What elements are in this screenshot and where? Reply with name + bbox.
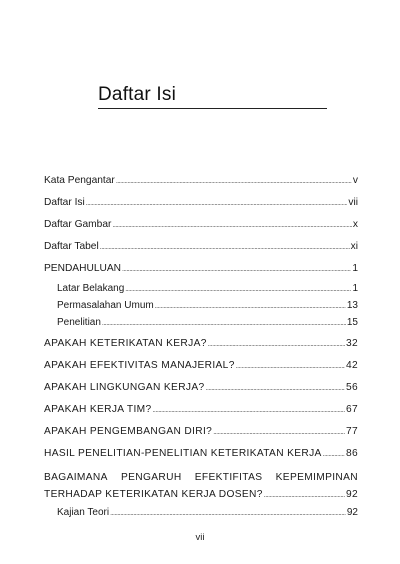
toc-entry-label: Latar Belakang	[57, 283, 125, 294]
page-number: vii	[195, 532, 205, 543]
toc-entry-label: Daftar Isi	[44, 197, 85, 208]
toc-entry-lingkungan-kerja[interactable]	[44, 377, 358, 399]
dot-leader	[208, 334, 345, 356]
toc-entry-keterikatan-kerja[interactable]	[44, 333, 358, 355]
toc-entry-label: HASIL PENELITIAN-PENELITIAN KETERIKATAN KERJA	[44, 448, 322, 459]
toc-entry-page: x	[352, 219, 358, 230]
title-underline	[98, 108, 327, 109]
toc-entry-page: 13	[346, 300, 358, 311]
toc-entry-label-word: BAGAIMANA	[44, 472, 108, 483]
toc-entry-label-line1	[44, 469, 358, 486]
toc-entry-label-word: EFEKTIFITAS	[194, 472, 263, 483]
toc-subentry-kajian-teori[interactable]	[44, 504, 358, 521]
toc-entry-label: Daftar Gambar	[44, 219, 112, 230]
toc-entry-pengaruh-kepemimpinan[interactable]	[44, 469, 358, 504]
dot-leader	[206, 378, 345, 400]
toc-entry-page: 1	[352, 263, 358, 274]
page-title: Daftar Isi	[98, 84, 177, 105]
dot-leader	[264, 487, 345, 504]
toc-entry-hasil-penelitian[interactable]	[44, 443, 358, 465]
toc-entry-label-word: PENGARUH	[120, 472, 182, 483]
toc-entry-pendahuluan[interactable]	[44, 258, 358, 280]
dot-leader	[122, 259, 351, 281]
toc-entry-page: 42	[345, 360, 358, 371]
toc-entry-page: v	[352, 175, 358, 186]
dot-leader	[155, 298, 346, 315]
toc-entry-daftar-tabel[interactable]	[44, 236, 358, 258]
toc-entry-label: APAKAH LINGKUNGAN KERJA?	[44, 382, 205, 393]
toc-entry-label: Kajian Teori	[57, 507, 110, 518]
toc-subentry-latar-belakang[interactable]	[44, 280, 358, 297]
toc-entry-label-line2	[44, 486, 358, 504]
dot-leader	[116, 171, 352, 193]
table-of-contents	[44, 170, 358, 521]
toc-entry-label: TERHADAP KETERIKATAN KERJA DOSEN?	[44, 489, 263, 500]
toc-entry-label-word: KEPEMIMPINAN	[275, 472, 358, 483]
toc-entry-daftar-gambar[interactable]	[44, 214, 358, 236]
toc-entry-label: PENDAHULUAN	[44, 263, 121, 274]
toc-subentry-permasalahan-umum[interactable]	[44, 297, 358, 314]
dot-leader	[323, 444, 345, 466]
toc-entry-page: 32	[345, 338, 358, 349]
toc-entry-page: 92	[346, 507, 358, 518]
toc-entry-label: APAKAH PENGEMBANGAN DIRI?	[44, 426, 213, 437]
dot-leader	[102, 315, 346, 332]
toc-entry-label: Daftar Tabel	[44, 241, 99, 252]
toc-entry-daftar-isi[interactable]	[44, 192, 358, 214]
toc-entry-page: 92	[345, 489, 358, 500]
toc-entry-label: APAKAH KERJA TIM?	[44, 404, 152, 415]
dot-leader	[112, 215, 352, 237]
toc-entry-page: 86	[345, 448, 358, 459]
toc-entry-label: APAKAH EFEKTIVITAS MANAJERIAL?	[44, 360, 235, 371]
toc-entry-label: Penelitian	[57, 317, 101, 328]
toc-entry-page: 56	[345, 382, 358, 393]
toc-entry-page: 77	[345, 426, 358, 437]
dot-leader	[213, 422, 345, 444]
dot-leader	[125, 281, 351, 298]
toc-entry-kerja-tim[interactable]	[44, 399, 358, 421]
toc-entry-pengembangan-diri[interactable]	[44, 421, 358, 443]
toc-subentry-penelitian[interactable]	[44, 314, 358, 331]
toc-entry-efektivitas-manajerial[interactable]	[44, 355, 358, 377]
toc-entry-label: Permasalahan Umum	[57, 300, 154, 311]
toc-entry-page: xi	[350, 241, 358, 252]
toc-entry-page: 15	[346, 317, 358, 328]
toc-entry-kata-pengantar[interactable]	[44, 170, 358, 192]
dot-leader	[152, 400, 344, 422]
dot-leader	[86, 193, 348, 215]
dot-leader	[236, 356, 345, 378]
toc-entry-page: vii	[348, 197, 358, 208]
toc-entry-page: 67	[345, 404, 358, 415]
toc-entry-page: 1	[352, 283, 358, 294]
dot-leader	[110, 505, 346, 522]
toc-entry-label: APAKAH KETERIKATAN KERJA?	[44, 338, 207, 349]
dot-leader	[100, 237, 350, 259]
toc-entry-label: Kata Pengantar	[44, 175, 115, 186]
